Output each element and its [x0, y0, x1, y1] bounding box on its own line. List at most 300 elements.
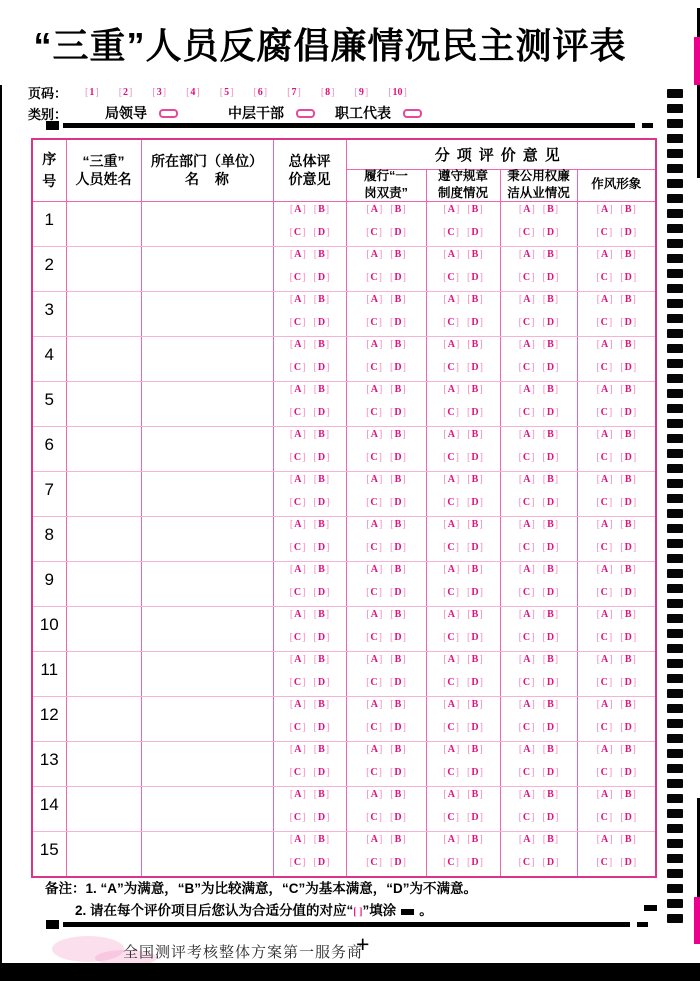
bubble-D[interactable] — [543, 588, 559, 598]
bubble-A[interactable] — [519, 835, 535, 845]
bubble-C[interactable] — [366, 723, 382, 733]
bubble-A[interactable] — [443, 700, 459, 710]
dept-input-cell[interactable] — [141, 381, 273, 426]
bubble-B[interactable] — [543, 790, 558, 800]
bubble-C[interactable] — [596, 363, 612, 373]
bubble-A[interactable] — [443, 295, 459, 305]
bubble-D[interactable] — [467, 768, 483, 778]
bubble-D[interactable] — [620, 318, 636, 328]
bubble-A[interactable] — [290, 790, 306, 800]
bubble-B[interactable] — [467, 205, 482, 215]
bubble-C[interactable] — [366, 813, 382, 823]
bubble-A[interactable] — [597, 745, 613, 755]
bubble-B[interactable] — [467, 430, 482, 440]
bubble-C[interactable] — [596, 858, 612, 868]
bubble-B[interactable] — [467, 520, 482, 530]
bubble-D[interactable] — [390, 273, 406, 283]
bubble-B[interactable] — [467, 295, 482, 305]
bubble-B[interactable] — [314, 385, 329, 395]
bubble-B[interactable] — [543, 835, 558, 845]
bubble-C[interactable] — [596, 228, 612, 238]
bubble-D[interactable] — [390, 498, 406, 508]
bubble-A[interactable] — [290, 250, 306, 260]
bubble-C[interactable] — [596, 543, 612, 553]
bubble-A[interactable] — [290, 520, 306, 530]
bubble-B[interactable] — [543, 520, 558, 530]
bubble-B[interactable] — [467, 385, 482, 395]
bubble-C[interactable] — [366, 588, 382, 598]
page-code-bubble-2[interactable] — [119, 88, 133, 98]
bubble-D[interactable] — [467, 543, 483, 553]
bubble-C[interactable] — [366, 768, 382, 778]
bubble-B[interactable] — [314, 520, 329, 530]
bubble-B[interactable] — [621, 475, 636, 485]
bubble-C[interactable] — [519, 228, 535, 238]
bubble-A[interactable] — [290, 610, 306, 620]
bubble-A[interactable] — [366, 340, 382, 350]
bubble-D[interactable] — [314, 363, 330, 373]
bubble-B[interactable] — [314, 250, 329, 260]
bubble-A[interactable] — [290, 655, 306, 665]
bubble-D[interactable] — [467, 363, 483, 373]
bubble-C[interactable] — [596, 813, 612, 823]
bubble-A[interactable] — [366, 520, 382, 530]
bubble-C[interactable] — [443, 363, 459, 373]
bubble-D[interactable] — [390, 813, 406, 823]
bubble-C[interactable] — [519, 813, 535, 823]
name-input-cell[interactable] — [66, 201, 141, 246]
bubble-C[interactable] — [519, 633, 535, 643]
name-input-cell[interactable] — [66, 291, 141, 336]
bubble-B[interactable] — [621, 655, 636, 665]
bubble-A[interactable] — [290, 835, 306, 845]
bubble-C[interactable] — [596, 633, 612, 643]
bubble-D[interactable] — [620, 858, 636, 868]
bubble-C[interactable] — [596, 768, 612, 778]
bubble-A[interactable] — [519, 340, 535, 350]
bubble-B[interactable] — [621, 700, 636, 710]
bubble-D[interactable] — [620, 498, 636, 508]
bubble-C[interactable] — [366, 453, 382, 463]
bubble-B[interactable] — [467, 475, 482, 485]
name-input-cell[interactable] — [66, 426, 141, 471]
bubble-D[interactable] — [620, 363, 636, 373]
bubble-A[interactable] — [443, 205, 459, 215]
dept-input-cell[interactable] — [141, 741, 273, 786]
bubble-D[interactable] — [620, 723, 636, 733]
bubble-D[interactable] — [390, 318, 406, 328]
bubble-D[interactable] — [543, 723, 559, 733]
dept-input-cell[interactable] — [141, 606, 273, 651]
bubble-C[interactable] — [519, 498, 535, 508]
bubble-B[interactable] — [314, 430, 329, 440]
bubble-B[interactable] — [621, 340, 636, 350]
bubble-B[interactable] — [390, 295, 405, 305]
bubble-B[interactable] — [543, 250, 558, 260]
bubble-C[interactable] — [519, 318, 535, 328]
bubble-D[interactable] — [620, 228, 636, 238]
bubble-A[interactable] — [443, 745, 459, 755]
bubble-A[interactable] — [366, 790, 382, 800]
bubble-C[interactable] — [443, 813, 459, 823]
bubble-B[interactable] — [390, 790, 405, 800]
name-input-cell[interactable] — [66, 741, 141, 786]
bubble-B[interactable] — [390, 700, 405, 710]
bubble-D[interactable] — [543, 768, 559, 778]
bubble-A[interactable] — [443, 655, 459, 665]
bubble-D[interactable] — [467, 588, 483, 598]
bubble-D[interactable] — [467, 273, 483, 283]
bubble-C[interactable] — [366, 228, 382, 238]
bubble-B[interactable] — [467, 790, 482, 800]
bubble-C[interactable] — [290, 768, 306, 778]
bubble-B[interactable] — [621, 430, 636, 440]
dept-input-cell[interactable] — [141, 246, 273, 291]
page-code-bubble-10[interactable] — [388, 88, 407, 98]
page-code-bubble-7[interactable] — [287, 88, 301, 98]
bubble-C[interactable] — [366, 678, 382, 688]
bubble-B[interactable] — [314, 655, 329, 665]
bubble-A[interactable] — [366, 700, 382, 710]
bubble-A[interactable] — [443, 520, 459, 530]
bubble-D[interactable] — [543, 678, 559, 688]
bubble-D[interactable] — [390, 633, 406, 643]
bubble-C[interactable] — [366, 408, 382, 418]
bubble-A[interactable] — [597, 430, 613, 440]
bubble-A[interactable] — [366, 610, 382, 620]
bubble-D[interactable] — [543, 858, 559, 868]
bubble-B[interactable] — [467, 610, 482, 620]
bubble-D[interactable] — [314, 633, 330, 643]
bubble-A[interactable] — [519, 655, 535, 665]
bubble-A[interactable] — [366, 475, 382, 485]
name-input-cell[interactable] — [66, 831, 141, 877]
bubble-A[interactable] — [443, 835, 459, 845]
bubble-B[interactable] — [621, 385, 636, 395]
name-input-cell[interactable] — [66, 651, 141, 696]
bubble-C[interactable] — [519, 408, 535, 418]
bubble-D[interactable] — [314, 678, 330, 688]
bubble-C[interactable] — [596, 408, 612, 418]
bubble-A[interactable] — [290, 205, 306, 215]
bubble-B[interactable] — [390, 565, 405, 575]
bubble-B[interactable] — [390, 205, 405, 215]
bubble-B[interactable] — [314, 610, 329, 620]
bubble-A[interactable] — [519, 520, 535, 530]
bubble-D[interactable] — [543, 498, 559, 508]
bubble-C[interactable] — [596, 588, 612, 598]
bubble-A[interactable] — [597, 835, 613, 845]
dept-input-cell[interactable] — [141, 651, 273, 696]
bubble-D[interactable] — [390, 363, 406, 373]
bubble-A[interactable] — [290, 565, 306, 575]
bubble-C[interactable] — [443, 228, 459, 238]
bubble-D[interactable] — [314, 723, 330, 733]
bubble-B[interactable] — [621, 745, 636, 755]
bubble-D[interactable] — [620, 273, 636, 283]
bubble-A[interactable] — [519, 385, 535, 395]
bubble-C[interactable] — [443, 453, 459, 463]
page-code-bubble-1[interactable] — [85, 88, 99, 98]
bubble-A[interactable] — [290, 295, 306, 305]
bubble-C[interactable] — [519, 768, 535, 778]
bubble-D[interactable] — [543, 273, 559, 283]
bubble-D[interactable] — [314, 543, 330, 553]
bubble-A[interactable] — [366, 655, 382, 665]
bubble-C[interactable] — [290, 318, 306, 328]
bubble-B[interactable] — [543, 610, 558, 620]
name-input-cell[interactable] — [66, 246, 141, 291]
bubble-C[interactable] — [519, 858, 535, 868]
bubble-C[interactable] — [366, 363, 382, 373]
bubble-B[interactable] — [621, 520, 636, 530]
bubble-D[interactable] — [620, 813, 636, 823]
bubble-C[interactable] — [366, 858, 382, 868]
bubble-A[interactable] — [443, 340, 459, 350]
bubble-A[interactable] — [519, 205, 535, 215]
bubble-C[interactable] — [290, 273, 306, 283]
bubble-B[interactable] — [621, 610, 636, 620]
bubble-B[interactable] — [621, 835, 636, 845]
bubble-C[interactable] — [596, 273, 612, 283]
dept-input-cell[interactable] — [141, 426, 273, 471]
bubble-A[interactable] — [519, 475, 535, 485]
bubble-C[interactable] — [366, 543, 382, 553]
bubble-D[interactable] — [314, 498, 330, 508]
bubble-C[interactable] — [443, 723, 459, 733]
bubble-B[interactable] — [621, 295, 636, 305]
bubble-C[interactable] — [443, 588, 459, 598]
bubble-B[interactable] — [467, 250, 482, 260]
bubble-C[interactable] — [519, 588, 535, 598]
bubble-C[interactable] — [443, 543, 459, 553]
bubble-D[interactable] — [314, 768, 330, 778]
page-code-bubble-9[interactable] — [355, 88, 369, 98]
bubble-C[interactable] — [290, 633, 306, 643]
bubble-A[interactable] — [290, 430, 306, 440]
bubble-A[interactable] — [443, 250, 459, 260]
bubble-A[interactable] — [597, 655, 613, 665]
bubble-D[interactable] — [314, 813, 330, 823]
bubble-C[interactable] — [519, 273, 535, 283]
bubble-B[interactable] — [467, 700, 482, 710]
bubble-A[interactable] — [290, 340, 306, 350]
bubble-B[interactable] — [390, 385, 405, 395]
dept-input-cell[interactable] — [141, 291, 273, 336]
bubble-D[interactable] — [390, 723, 406, 733]
bubble-D[interactable] — [390, 678, 406, 688]
bubble-C[interactable] — [519, 543, 535, 553]
bubble-C[interactable] — [290, 858, 306, 868]
bubble-D[interactable] — [543, 318, 559, 328]
bubble-D[interactable] — [390, 408, 406, 418]
bubble-D[interactable] — [314, 453, 330, 463]
bubble-A[interactable] — [366, 835, 382, 845]
bubble-D[interactable] — [467, 633, 483, 643]
bubble-D[interactable] — [620, 633, 636, 643]
bubble-B[interactable] — [390, 250, 405, 260]
bubble-B[interactable] — [314, 835, 329, 845]
bubble-A[interactable] — [597, 385, 613, 395]
page-code-bubble-8[interactable] — [321, 88, 335, 98]
bubble-D[interactable] — [390, 453, 406, 463]
bubble-C[interactable] — [596, 723, 612, 733]
bubble-B[interactable] — [314, 205, 329, 215]
bubble-B[interactable] — [543, 340, 558, 350]
bubble-B[interactable] — [467, 340, 482, 350]
dept-input-cell[interactable] — [141, 561, 273, 606]
dept-input-cell[interactable] — [141, 471, 273, 516]
bubble-C[interactable] — [366, 498, 382, 508]
bubble-D[interactable] — [620, 588, 636, 598]
bubble-A[interactable] — [519, 565, 535, 575]
name-input-cell[interactable] — [66, 786, 141, 831]
bubble-D[interactable] — [314, 408, 330, 418]
bubble-B[interactable] — [543, 745, 558, 755]
bubble-B[interactable] — [390, 430, 405, 440]
bubble-A[interactable] — [519, 790, 535, 800]
bubble-D[interactable] — [467, 318, 483, 328]
name-input-cell[interactable] — [66, 471, 141, 516]
bubble-A[interactable] — [597, 565, 613, 575]
bubble-B[interactable] — [543, 565, 558, 575]
dept-input-cell[interactable] — [141, 201, 273, 246]
dept-input-cell[interactable] — [141, 516, 273, 561]
bubble-C[interactable] — [519, 723, 535, 733]
bubble-D[interactable] — [467, 858, 483, 868]
bubble-D[interactable] — [390, 228, 406, 238]
bubble-D[interactable] — [314, 228, 330, 238]
name-input-cell[interactable] — [66, 561, 141, 606]
category-checkbox[interactable] — [159, 109, 178, 118]
bubble-A[interactable] — [366, 565, 382, 575]
bubble-D[interactable] — [467, 228, 483, 238]
bubble-B[interactable] — [314, 700, 329, 710]
bubble-D[interactable] — [620, 543, 636, 553]
bubble-D[interactable] — [543, 228, 559, 238]
bubble-C[interactable] — [596, 498, 612, 508]
bubble-A[interactable] — [597, 475, 613, 485]
name-input-cell[interactable] — [66, 336, 141, 381]
bubble-C[interactable] — [596, 318, 612, 328]
page-code-bubble-3[interactable] — [152, 88, 166, 98]
bubble-C[interactable] — [290, 498, 306, 508]
bubble-A[interactable] — [366, 205, 382, 215]
bubble-C[interactable] — [290, 363, 306, 373]
bubble-D[interactable] — [543, 408, 559, 418]
bubble-C[interactable] — [443, 408, 459, 418]
bubble-A[interactable] — [443, 385, 459, 395]
bubble-B[interactable] — [390, 610, 405, 620]
bubble-A[interactable] — [597, 790, 613, 800]
bubble-B[interactable] — [621, 250, 636, 260]
bubble-D[interactable] — [390, 588, 406, 598]
bubble-B[interactable] — [390, 520, 405, 530]
bubble-C[interactable] — [443, 498, 459, 508]
page-code-bubble-6[interactable] — [253, 88, 267, 98]
bubble-D[interactable] — [390, 768, 406, 778]
category-checkbox[interactable] — [296, 109, 315, 118]
bubble-A[interactable] — [290, 745, 306, 755]
bubble-C[interactable] — [290, 543, 306, 553]
bubble-D[interactable] — [620, 408, 636, 418]
bubble-C[interactable] — [290, 723, 306, 733]
bubble-C[interactable] — [519, 678, 535, 688]
bubble-C[interactable] — [366, 273, 382, 283]
bubble-B[interactable] — [543, 430, 558, 440]
bubble-B[interactable] — [390, 340, 405, 350]
dept-input-cell[interactable] — [141, 786, 273, 831]
bubble-C[interactable] — [366, 633, 382, 643]
bubble-B[interactable] — [390, 745, 405, 755]
bubble-C[interactable] — [290, 588, 306, 598]
bubble-B[interactable] — [467, 745, 482, 755]
bubble-C[interactable] — [366, 318, 382, 328]
bubble-A[interactable] — [366, 250, 382, 260]
bubble-A[interactable] — [597, 250, 613, 260]
bubble-D[interactable] — [467, 813, 483, 823]
bubble-A[interactable] — [443, 790, 459, 800]
bubble-C[interactable] — [519, 363, 535, 373]
name-input-cell[interactable] — [66, 381, 141, 426]
bubble-D[interactable] — [620, 678, 636, 688]
bubble-B[interactable] — [390, 835, 405, 845]
bubble-C[interactable] — [290, 408, 306, 418]
dept-input-cell[interactable] — [141, 696, 273, 741]
bubble-B[interactable] — [543, 205, 558, 215]
bubble-B[interactable] — [467, 655, 482, 665]
bubble-A[interactable] — [290, 700, 306, 710]
bubble-B[interactable] — [314, 475, 329, 485]
page-code-bubble-4[interactable] — [186, 88, 200, 98]
bubble-C[interactable] — [290, 678, 306, 688]
bubble-B[interactable] — [543, 295, 558, 305]
bubble-A[interactable] — [290, 385, 306, 395]
bubble-A[interactable] — [597, 295, 613, 305]
bubble-C[interactable] — [290, 453, 306, 463]
bubble-C[interactable] — [290, 813, 306, 823]
bubble-B[interactable] — [543, 700, 558, 710]
bubble-D[interactable] — [467, 498, 483, 508]
bubble-A[interactable] — [597, 610, 613, 620]
bubble-B[interactable] — [543, 475, 558, 485]
bubble-A[interactable] — [366, 385, 382, 395]
bubble-A[interactable] — [519, 430, 535, 440]
bubble-C[interactable] — [443, 858, 459, 868]
bubble-A[interactable] — [519, 745, 535, 755]
bubble-A[interactable] — [443, 430, 459, 440]
bubble-B[interactable] — [390, 475, 405, 485]
bubble-B[interactable] — [314, 790, 329, 800]
bubble-C[interactable] — [596, 453, 612, 463]
bubble-A[interactable] — [519, 610, 535, 620]
bubble-C[interactable] — [443, 678, 459, 688]
bubble-D[interactable] — [314, 318, 330, 328]
bubble-A[interactable] — [366, 430, 382, 440]
bubble-B[interactable] — [543, 385, 558, 395]
bubble-D[interactable] — [543, 543, 559, 553]
bubble-D[interactable] — [314, 273, 330, 283]
bubble-D[interactable] — [543, 813, 559, 823]
name-input-cell[interactable] — [66, 516, 141, 561]
bubble-D[interactable] — [467, 453, 483, 463]
bubble-A[interactable] — [366, 295, 382, 305]
bubble-B[interactable] — [314, 295, 329, 305]
bubble-D[interactable] — [543, 363, 559, 373]
bubble-B[interactable] — [543, 655, 558, 665]
category-checkbox[interactable] — [403, 109, 422, 118]
dept-input-cell[interactable] — [141, 336, 273, 381]
